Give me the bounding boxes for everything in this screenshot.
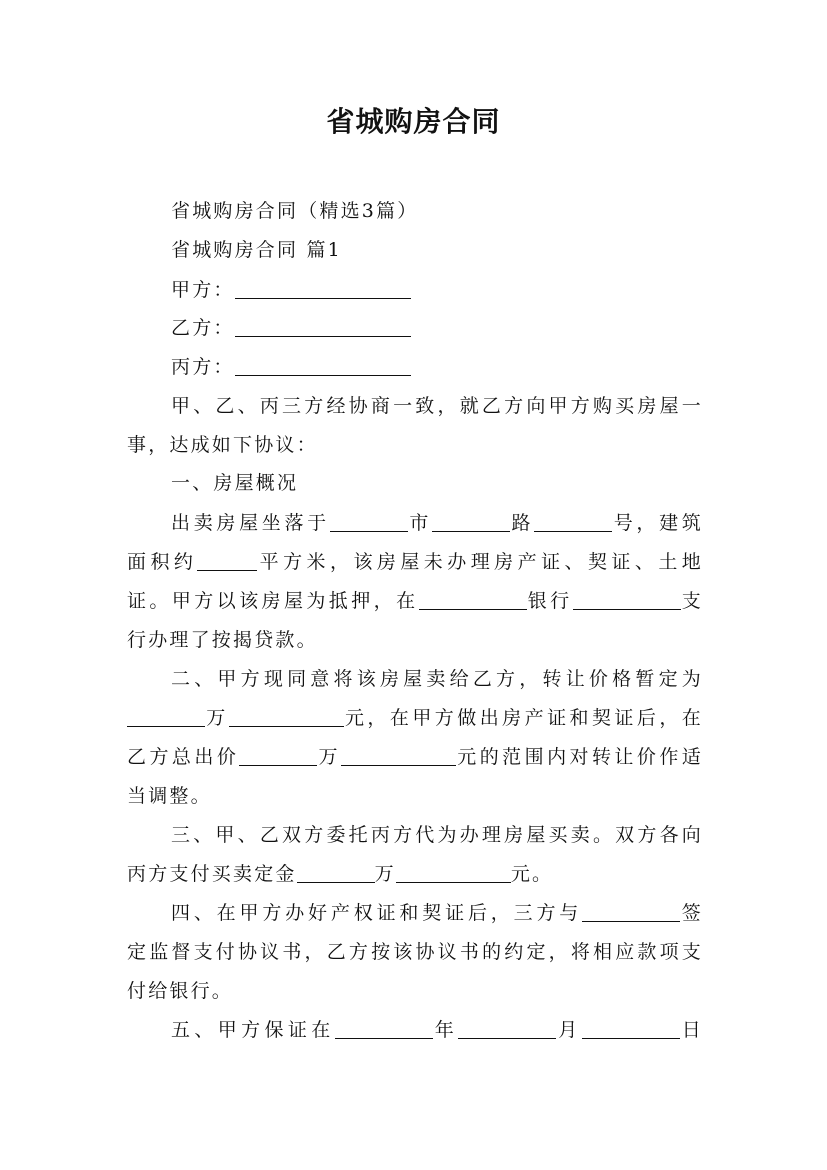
section-2-text-3: 元的范围内对转让价作适 (456, 746, 703, 768)
total-wan-blank (239, 743, 317, 766)
road-blank (432, 509, 510, 532)
deposit-wan-blank (297, 860, 375, 883)
city-blank (330, 509, 408, 532)
section-1-heading (171, 468, 703, 498)
bank-label: 银行 (526, 590, 573, 612)
price-yuan-blank (229, 704, 344, 727)
total-price-label: 乙方总出价 (127, 746, 240, 768)
area-label: 面积约 (127, 551, 198, 573)
chapter-heading (171, 235, 703, 265)
section-5-text-1: 五、甲方保证在 (171, 1019, 335, 1041)
section-2-text-4: 当调整。 (127, 785, 212, 807)
area-text: 平方米，该房屋未办理房产证、契证、土地 (257, 551, 703, 573)
location-label: 出卖房屋坐落于 (171, 512, 330, 534)
bank-blank (419, 587, 527, 610)
section-4-line-1 (171, 898, 703, 928)
section-4-text-3: 付给银行。 (127, 980, 234, 1002)
section-1-line-2 (127, 547, 703, 577)
yuan-end: 元。 (510, 863, 554, 885)
city-label: 市 (407, 512, 433, 534)
section-3-line-2 (127, 859, 703, 889)
branch-blank (573, 587, 681, 610)
number-label: 号，建筑 (612, 512, 703, 534)
party-a-label: 甲方： (171, 279, 235, 301)
section-4-text-1: 四、在甲方办好产权证和契证后，三方与 (171, 902, 583, 924)
chapter-heading-text: 省城购房合同 篇1 (171, 239, 342, 261)
day-blank (582, 1016, 680, 1039)
subtitle-text: 省城购房合同（精选3篇） (171, 200, 419, 222)
section-4-line-2 (127, 937, 703, 967)
intro-text-1: 甲、乙、丙三方经协商一致，就乙方向甲方购买房屋一 (171, 395, 703, 417)
section-2-line-1 (171, 664, 703, 694)
wan-label-3: 万 (374, 863, 396, 885)
section-4-text-2: 定监督支付协议书，乙方按该协议书的约定，将相应款项支 (127, 941, 703, 963)
number-blank (534, 509, 612, 532)
section-2-line-4 (127, 781, 703, 811)
party-a-blank (235, 276, 411, 299)
mortgage-text: 证。甲方以该房屋为抵押，在 (127, 590, 419, 612)
year-label: 年 (432, 1019, 459, 1041)
section-4-line-3 (127, 976, 703, 1006)
section-1-line-3 (127, 586, 703, 616)
price-wan-blank (127, 704, 205, 727)
party-c-line (171, 352, 703, 382)
intro-line-2 (127, 430, 703, 460)
supervisor-blank (582, 899, 680, 922)
intro-text-2: 事，达成如下协议： (127, 434, 318, 456)
section-2-text-1: 二、甲方现同意将该房屋卖给乙方，转让价格暂定为 (171, 668, 703, 690)
document-title: 省城购房合同 (326, 105, 501, 138)
section-3-line-1 (171, 820, 703, 850)
party-c-label: 丙方： (171, 356, 235, 378)
day-label: 日 (679, 1019, 703, 1041)
road-label: 路 (510, 512, 535, 534)
month-label: 月 (556, 1019, 582, 1041)
section-2-line-3 (127, 742, 703, 772)
section-1-line-4 (127, 625, 703, 655)
party-a-line (171, 275, 703, 305)
section-1-heading-text: 一、房屋概况 (171, 472, 299, 494)
loan-text: 行办理了按揭贷款。 (127, 629, 318, 651)
party-b-line (171, 313, 703, 343)
branch-label: 支 (680, 590, 704, 612)
month-blank (458, 1016, 556, 1039)
party-b-blank (235, 314, 411, 337)
section-1-line-1 (171, 508, 703, 538)
section-2-text-2: 元，在甲方做出房产证和契证后，在 (343, 707, 704, 729)
year-blank (335, 1016, 433, 1039)
section-5-line-1 (171, 1015, 703, 1045)
wan-label-2: 万 (317, 746, 341, 768)
sign-label: 签 (680, 902, 703, 924)
subtitle-line (171, 196, 703, 226)
deposit-yuan-blank (396, 860, 511, 883)
intro-line-1 (171, 391, 703, 421)
total-yuan-blank (341, 743, 456, 766)
wan-label: 万 (205, 707, 229, 729)
party-c-blank (235, 353, 411, 376)
party-b-label: 乙方： (171, 317, 235, 339)
section-3-text-1: 三、甲、乙双方委托丙方代为办理房屋买卖。双方各向 (171, 824, 703, 846)
deposit-label: 丙方支付买卖定金 (127, 863, 297, 885)
section-2-line-2 (127, 703, 703, 733)
area-blank (197, 548, 257, 571)
